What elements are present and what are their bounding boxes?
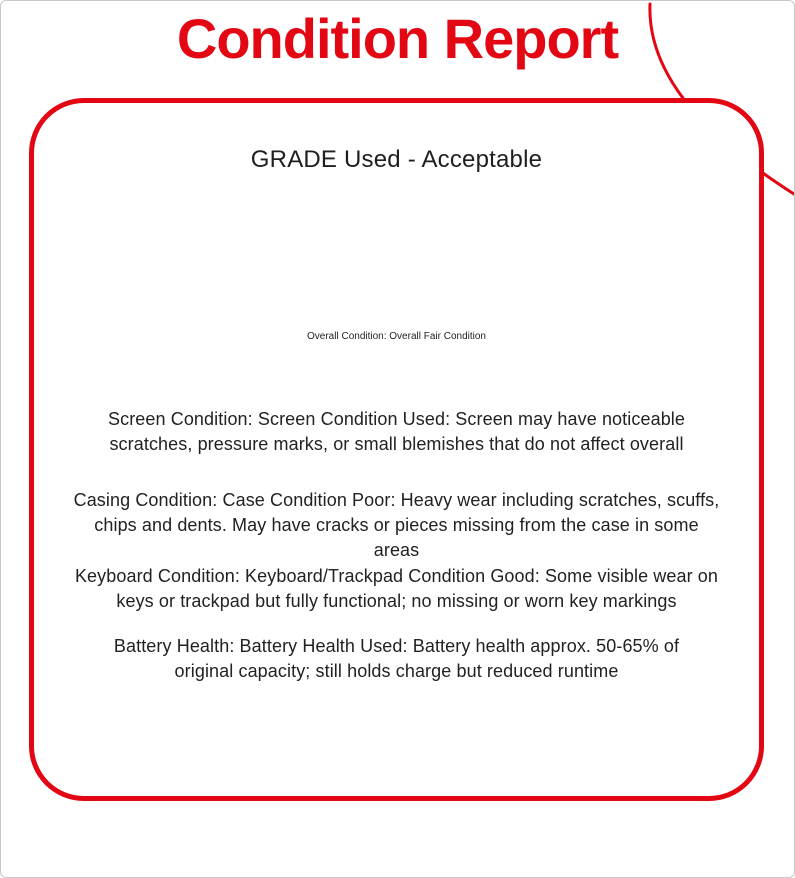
keyboard-condition-text: Keyboard Condition: Keyboard/Trackpad Condition Good: Some visible wear on keys or trackpad but fully functional; no missing or worn key markings <box>74 566 719 611</box>
page-title: Condition Report <box>176 7 619 70</box>
screen-condition-text: Screen Condition: Screen Condition Used: Screen may have noticeable scratches, pressure marks, or small blemishes that do not affect overall <box>107 409 686 454</box>
grade-heading: GRADE Used - Acceptable <box>250 146 543 173</box>
overall-condition-text: Overall Condition: Overall Fair Condition <box>307 331 486 342</box>
battery-health-text: Battery Health: Battery Health Used: Battery health approx. 50-65% of original capacity; still holds charge but reduced runtime <box>113 636 680 681</box>
casing-condition-text: Casing Condition: Case Condition Poor: Heavy wear including scratches, scuffs, chips and dents. May have cracks or pieces missing from the case in some areas <box>73 490 720 560</box>
report-frame <box>29 98 764 801</box>
